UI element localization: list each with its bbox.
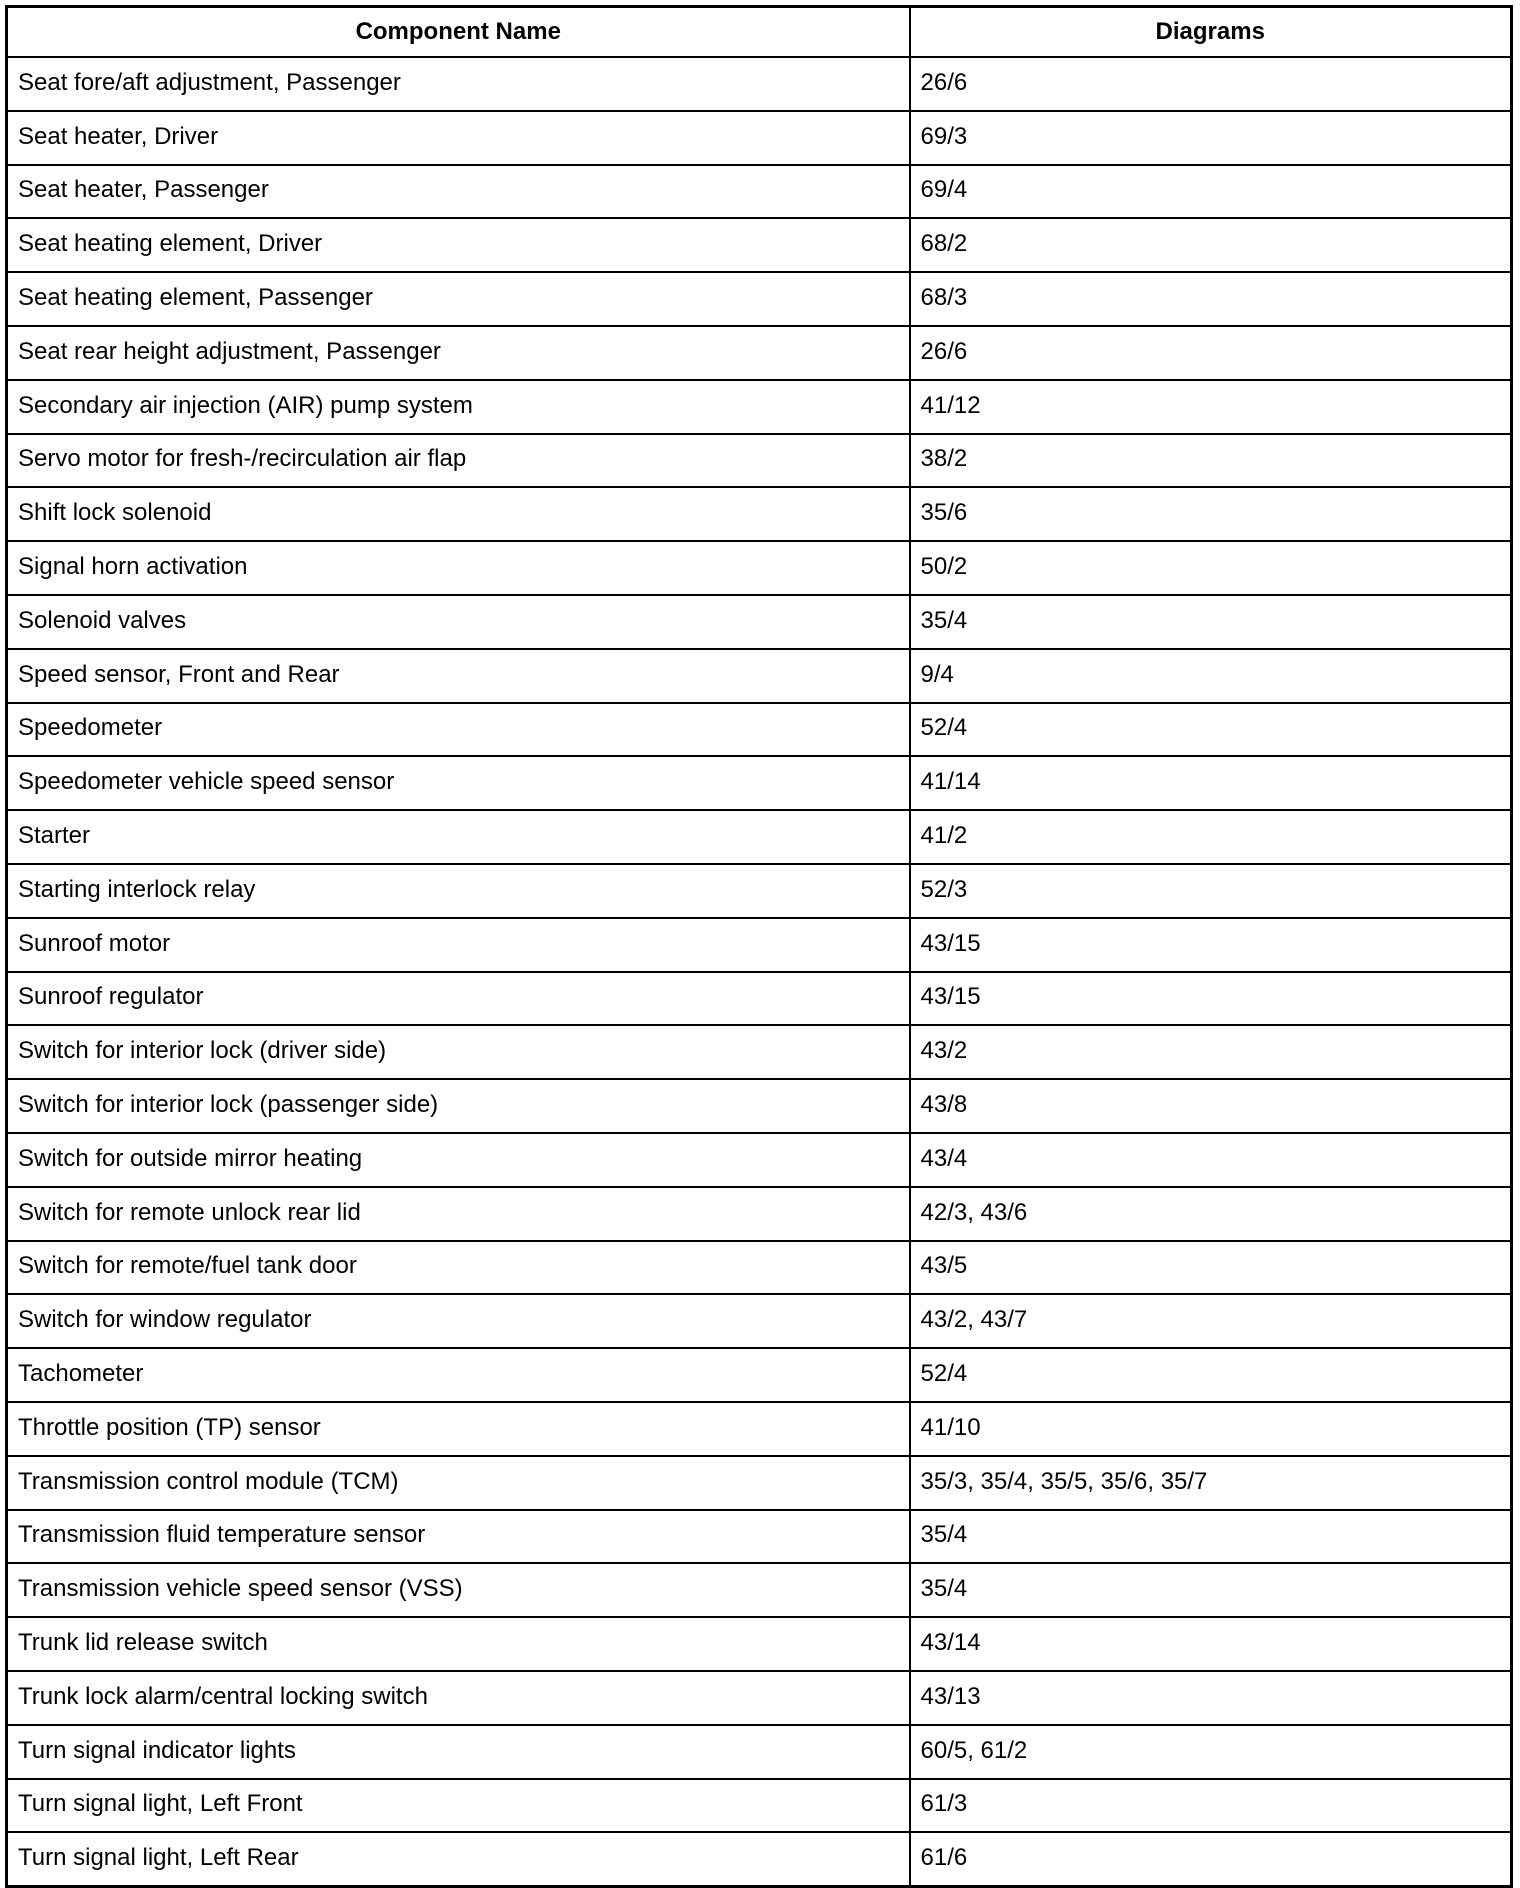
component-name-cell: Speedometer vehicle speed sensor bbox=[7, 756, 910, 810]
table-row bbox=[7, 1510, 1512, 1564]
table-row bbox=[7, 864, 1512, 918]
diagrams-cell: 61/6 bbox=[910, 1832, 1512, 1886]
component-name-cell: Starter bbox=[7, 810, 910, 864]
diagrams-cell: 38/2 bbox=[910, 434, 1512, 488]
diagrams-cell: 50/2 bbox=[910, 541, 1512, 595]
component-name-cell: Starting interlock relay bbox=[7, 864, 910, 918]
header-diagrams: Diagrams bbox=[910, 7, 1512, 58]
component-name-cell: Trunk lid release switch bbox=[7, 1617, 910, 1671]
table-row bbox=[7, 1294, 1512, 1348]
component-table-sheet bbox=[5, 5, 1510, 1888]
component-name-cell: Transmission control module (TCM) bbox=[7, 1456, 910, 1510]
component-name-cell: Turn signal light, Left Front bbox=[7, 1779, 910, 1833]
diagrams-cell: 52/4 bbox=[910, 1348, 1512, 1402]
component-name-cell: Transmission fluid temperature sensor bbox=[7, 1510, 910, 1564]
diagrams-cell: 68/3 bbox=[910, 272, 1512, 326]
diagrams-cell: 52/3 bbox=[910, 864, 1512, 918]
component-name-cell: Speed sensor, Front and Rear bbox=[7, 649, 910, 703]
diagrams-cell: 9/4 bbox=[910, 649, 1512, 703]
diagrams-cell: 35/6 bbox=[910, 487, 1512, 541]
component-name-cell: Signal horn activation bbox=[7, 541, 910, 595]
component-name-cell: Seat fore/aft adjustment, Passenger bbox=[7, 57, 910, 111]
table-row bbox=[7, 57, 1512, 111]
diagrams-cell: 68/2 bbox=[910, 218, 1512, 272]
table-row bbox=[7, 326, 1512, 380]
component-name-cell: Switch for remote unlock rear lid bbox=[7, 1187, 910, 1241]
diagrams-cell: 60/5, 61/2 bbox=[910, 1725, 1512, 1779]
diagrams-cell: 43/15 bbox=[910, 918, 1512, 972]
table-row bbox=[7, 1187, 1512, 1241]
diagrams-cell: 52/4 bbox=[910, 703, 1512, 757]
table-row bbox=[7, 1725, 1512, 1779]
diagrams-cell: 43/14 bbox=[910, 1617, 1512, 1671]
diagrams-cell: 42/3, 43/6 bbox=[910, 1187, 1512, 1241]
table-row bbox=[7, 1241, 1512, 1295]
diagrams-cell: 26/6 bbox=[910, 57, 1512, 111]
table-row bbox=[7, 165, 1512, 219]
diagrams-cell: 41/2 bbox=[910, 810, 1512, 864]
table-row bbox=[7, 218, 1512, 272]
component-name-cell: Seat heating element, Driver bbox=[7, 218, 910, 272]
table-row bbox=[7, 595, 1512, 649]
table-row bbox=[7, 1348, 1512, 1402]
table-row bbox=[7, 541, 1512, 595]
table-row bbox=[7, 703, 1512, 757]
table-row bbox=[7, 1456, 1512, 1510]
component-name-cell: Speedometer bbox=[7, 703, 910, 757]
table-row bbox=[7, 1832, 1512, 1886]
table-row bbox=[7, 1563, 1512, 1617]
table-row bbox=[7, 810, 1512, 864]
diagrams-cell: 26/6 bbox=[910, 326, 1512, 380]
table-row bbox=[7, 1079, 1512, 1133]
component-name-cell: Tachometer bbox=[7, 1348, 910, 1402]
component-name-cell: Sunroof regulator bbox=[7, 972, 910, 1026]
component-name-cell: Switch for remote/fuel tank door bbox=[7, 1241, 910, 1295]
table-row bbox=[7, 1617, 1512, 1671]
table-row bbox=[7, 434, 1512, 488]
diagrams-cell: 43/8 bbox=[910, 1079, 1512, 1133]
component-name-cell: Seat heater, Passenger bbox=[7, 165, 910, 219]
component-name-cell: Trunk lock alarm/central locking switch bbox=[7, 1671, 910, 1725]
component-name-cell: Switch for window regulator bbox=[7, 1294, 910, 1348]
diagrams-cell: 43/5 bbox=[910, 1241, 1512, 1295]
component-name-cell: Shift lock solenoid bbox=[7, 487, 910, 541]
diagrams-cell: 35/4 bbox=[910, 1563, 1512, 1617]
component-name-cell: Switch for interior lock (driver side) bbox=[7, 1025, 910, 1079]
component-name-cell: Turn signal indicator lights bbox=[7, 1725, 910, 1779]
table-row bbox=[7, 918, 1512, 972]
table-row bbox=[7, 1671, 1512, 1725]
diagrams-cell: 43/4 bbox=[910, 1133, 1512, 1187]
component-name-cell: Seat heating element, Passenger bbox=[7, 272, 910, 326]
diagrams-cell: 35/4 bbox=[910, 1510, 1512, 1564]
table-row bbox=[7, 111, 1512, 165]
component-name-cell: Seat rear height adjustment, Passenger bbox=[7, 326, 910, 380]
component-name-cell: Switch for interior lock (passenger side) bbox=[7, 1079, 910, 1133]
component-name-cell: Secondary air injection (AIR) pump system bbox=[7, 380, 910, 434]
diagrams-cell: 43/2 bbox=[910, 1025, 1512, 1079]
component-name-cell: Throttle position (TP) sensor bbox=[7, 1402, 910, 1456]
diagrams-cell: 69/4 bbox=[910, 165, 1512, 219]
component-name-cell: Switch for outside mirror heating bbox=[7, 1133, 910, 1187]
table-row bbox=[7, 272, 1512, 326]
component-name-cell: Sunroof motor bbox=[7, 918, 910, 972]
header-component-name: Component Name bbox=[7, 7, 910, 58]
diagrams-cell: 43/13 bbox=[910, 1671, 1512, 1725]
component-name-cell: Servo motor for fresh-/recirculation air flap bbox=[7, 434, 910, 488]
diagrams-cell: 35/4 bbox=[910, 595, 1512, 649]
diagrams-cell: 43/15 bbox=[910, 972, 1512, 1026]
diagrams-cell: 69/3 bbox=[910, 111, 1512, 165]
component-name-cell: Turn signal light, Left Rear bbox=[7, 1832, 910, 1886]
table-body bbox=[7, 57, 1512, 1887]
component-diagram-table bbox=[5, 5, 1513, 1888]
diagrams-cell: 61/3 bbox=[910, 1779, 1512, 1833]
diagrams-cell: 41/10 bbox=[910, 1402, 1512, 1456]
table-row bbox=[7, 972, 1512, 1026]
diagrams-cell: 41/12 bbox=[910, 380, 1512, 434]
component-name-cell: Seat heater, Driver bbox=[7, 111, 910, 165]
table-row bbox=[7, 1133, 1512, 1187]
table-row bbox=[7, 487, 1512, 541]
diagrams-cell: 35/3, 35/4, 35/5, 35/6, 35/7 bbox=[910, 1456, 1512, 1510]
component-name-cell: Solenoid valves bbox=[7, 595, 910, 649]
table-row bbox=[7, 1779, 1512, 1833]
diagrams-cell: 41/14 bbox=[910, 756, 1512, 810]
table-row bbox=[7, 1402, 1512, 1456]
table-row bbox=[7, 380, 1512, 434]
component-name-cell: Transmission vehicle speed sensor (VSS) bbox=[7, 1563, 910, 1617]
table-row bbox=[7, 756, 1512, 810]
table-header-row bbox=[7, 7, 1512, 58]
table-row bbox=[7, 649, 1512, 703]
table-row bbox=[7, 1025, 1512, 1079]
diagrams-cell: 43/2, 43/7 bbox=[910, 1294, 1512, 1348]
